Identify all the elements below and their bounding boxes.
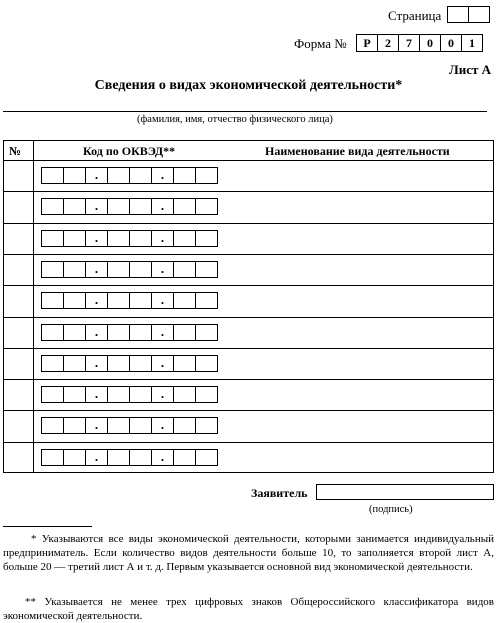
okved-code-cell[interactable]	[63, 417, 86, 434]
footnote-separator	[3, 526, 92, 527]
okved-code-field[interactable]	[41, 449, 217, 466]
okved-code-cell[interactable]	[107, 355, 130, 372]
column-header-number: №	[9, 144, 22, 158]
okved-code-dot-cell: .	[151, 198, 174, 215]
okved-code-field[interactable]	[41, 386, 217, 403]
okved-code-cell[interactable]	[63, 292, 86, 309]
okved-code-cell[interactable]	[41, 355, 64, 372]
okved-code-cell[interactable]	[195, 292, 218, 309]
form-code-cell: 1	[461, 34, 483, 52]
okved-code-cell[interactable]	[107, 386, 130, 403]
okved-code-cell[interactable]	[195, 198, 218, 215]
okved-code-cell[interactable]	[63, 198, 86, 215]
okved-code-cell[interactable]	[129, 230, 152, 247]
okved-code-cell[interactable]	[129, 324, 152, 341]
okved-code-dot-cell: .	[85, 417, 108, 434]
okved-code-field[interactable]	[41, 167, 217, 184]
form-code-cell: 0	[440, 34, 462, 52]
okved-code-field[interactable]	[41, 324, 217, 341]
okved-code-cell[interactable]	[107, 261, 130, 278]
footnote-2: ** Указывается не менее трех цифровых знаков Общероссийского классификатора видов экономической деятельности.	[3, 596, 494, 622]
okved-code-cell[interactable]	[41, 324, 64, 341]
signature-caption: (подпись)	[369, 504, 413, 515]
page-number-field[interactable]	[447, 6, 489, 23]
okved-code-dot-cell: .	[85, 167, 108, 184]
okved-code-field[interactable]	[41, 292, 217, 309]
column-header-okved-code: Код по ОКВЭД**	[83, 144, 176, 158]
okved-code-dot-cell: .	[151, 167, 174, 184]
okved-code-cell[interactable]	[195, 230, 218, 247]
okved-code-cell[interactable]	[129, 355, 152, 372]
table-row-divider	[3, 223, 494, 224]
full-name-field-line[interactable]	[3, 111, 487, 112]
table-row-divider	[3, 317, 494, 318]
okved-code-cell[interactable]	[173, 230, 196, 247]
okved-code-cell[interactable]	[173, 292, 196, 309]
okved-code-dot-cell: .	[85, 449, 108, 466]
table-row-divider	[3, 379, 494, 380]
okved-code-cell[interactable]	[195, 449, 218, 466]
okved-code-cell[interactable]	[107, 449, 130, 466]
okved-code-field[interactable]	[41, 198, 217, 215]
okved-code-cell[interactable]	[107, 198, 130, 215]
okved-code-cell[interactable]	[107, 417, 130, 434]
okved-code-dot-cell: .	[151, 449, 174, 466]
okved-code-dot-cell: .	[85, 198, 108, 215]
okved-code-cell[interactable]	[107, 230, 130, 247]
okved-code-cell[interactable]	[129, 292, 152, 309]
table-row-divider	[3, 410, 494, 411]
okved-code-dot-cell: .	[85, 261, 108, 278]
form-number-code	[356, 34, 482, 52]
okved-code-dot-cell: .	[151, 417, 174, 434]
footnote-1: * Указываются все виды экономической деятельности, которыми занимается индивидуальный предприниматель. Если количество видов деятельности больше 10, то заполняется второй лист А, больше 20 — третий лист А и т. д. Первым указывается основной вид экономической деятельности.	[3, 533, 494, 573]
sheet-label: Лист А	[449, 62, 491, 77]
table-row-divider	[3, 285, 494, 286]
okved-code-cell[interactable]	[63, 449, 86, 466]
okved-code-cell[interactable]	[195, 167, 218, 184]
form-number-label: Форма №	[294, 36, 347, 51]
okved-code-cell[interactable]	[63, 261, 86, 278]
okved-code-cell[interactable]	[63, 167, 86, 184]
form-code-cell: 7	[398, 34, 420, 52]
okved-code-cell[interactable]	[41, 261, 64, 278]
column-divider	[33, 140, 34, 473]
table-row-divider	[3, 254, 494, 255]
okved-code-cell[interactable]	[41, 417, 64, 434]
form-code-cell: Р	[356, 34, 378, 52]
form-code-cell: 2	[377, 34, 399, 52]
okved-code-cell[interactable]	[129, 198, 152, 215]
okved-code-cell[interactable]	[173, 449, 196, 466]
applicant-label: Заявитель	[251, 486, 308, 500]
okved-code-cell[interactable]	[41, 449, 64, 466]
okved-code-cell[interactable]	[63, 230, 86, 247]
okved-code-cell[interactable]	[195, 261, 218, 278]
page-number-cell[interactable]	[468, 6, 490, 23]
okved-code-dot-cell: .	[85, 230, 108, 247]
okved-code-cell[interactable]	[129, 417, 152, 434]
okved-code-dot-cell: .	[85, 386, 108, 403]
okved-code-dot-cell: .	[151, 386, 174, 403]
okved-code-cell[interactable]	[107, 167, 130, 184]
okved-code-cell[interactable]	[195, 355, 218, 372]
okved-code-cell[interactable]	[129, 386, 152, 403]
table-row-divider	[3, 442, 494, 443]
table-row-divider	[3, 191, 494, 192]
okved-code-cell[interactable]	[41, 230, 64, 247]
okved-code-cell[interactable]	[41, 167, 64, 184]
okved-code-field[interactable]	[41, 230, 217, 247]
okved-code-cell[interactable]	[173, 386, 196, 403]
okved-code-cell[interactable]	[129, 261, 152, 278]
okved-code-cell[interactable]	[173, 167, 196, 184]
applicant-signature-field[interactable]	[316, 484, 494, 500]
okved-code-dot-cell: .	[151, 355, 174, 372]
table-row-divider	[3, 348, 494, 349]
page-label: Страница	[388, 8, 442, 23]
okved-code-cell[interactable]	[195, 417, 218, 434]
form-code-cell: 0	[419, 34, 441, 52]
okved-code-dot-cell: .	[151, 324, 174, 341]
okved-code-cell[interactable]	[173, 261, 196, 278]
header-divider	[3, 160, 494, 161]
okved-code-cell[interactable]	[173, 417, 196, 434]
okved-code-cell[interactable]	[195, 324, 218, 341]
okved-code-cell[interactable]	[63, 324, 86, 341]
okved-code-cell[interactable]	[129, 449, 152, 466]
document-title: Сведения о видах экономической деятельности*	[94, 78, 403, 93]
page-number-cell[interactable]	[447, 6, 469, 23]
okved-code-dot-cell: .	[85, 292, 108, 309]
okved-code-field[interactable]	[41, 261, 217, 278]
column-header-activity-name: Наименование вида деятельности	[265, 144, 450, 158]
okved-code-cell[interactable]	[41, 386, 64, 403]
okved-code-dot-cell: .	[151, 230, 174, 247]
okved-code-cell[interactable]	[129, 167, 152, 184]
okved-code-field[interactable]	[41, 355, 217, 372]
okved-code-cell[interactable]	[63, 355, 86, 372]
okved-code-dot-cell: .	[151, 292, 174, 309]
okved-code-cell[interactable]	[41, 292, 64, 309]
full-name-caption: (фамилия, имя, отчество физического лица)	[137, 114, 333, 125]
okved-code-field[interactable]	[41, 417, 217, 434]
okved-code-cell[interactable]	[173, 324, 196, 341]
okved-code-dot-cell: .	[85, 355, 108, 372]
okved-code-dot-cell: .	[85, 324, 108, 341]
okved-code-cell[interactable]	[107, 324, 130, 341]
okved-code-cell[interactable]	[107, 292, 130, 309]
okved-code-cell[interactable]	[41, 198, 64, 215]
okved-code-cell[interactable]	[63, 386, 86, 403]
okved-code-cell[interactable]	[173, 355, 196, 372]
okved-code-cell[interactable]	[173, 198, 196, 215]
okved-code-cell[interactable]	[195, 386, 218, 403]
okved-code-dot-cell: .	[151, 261, 174, 278]
